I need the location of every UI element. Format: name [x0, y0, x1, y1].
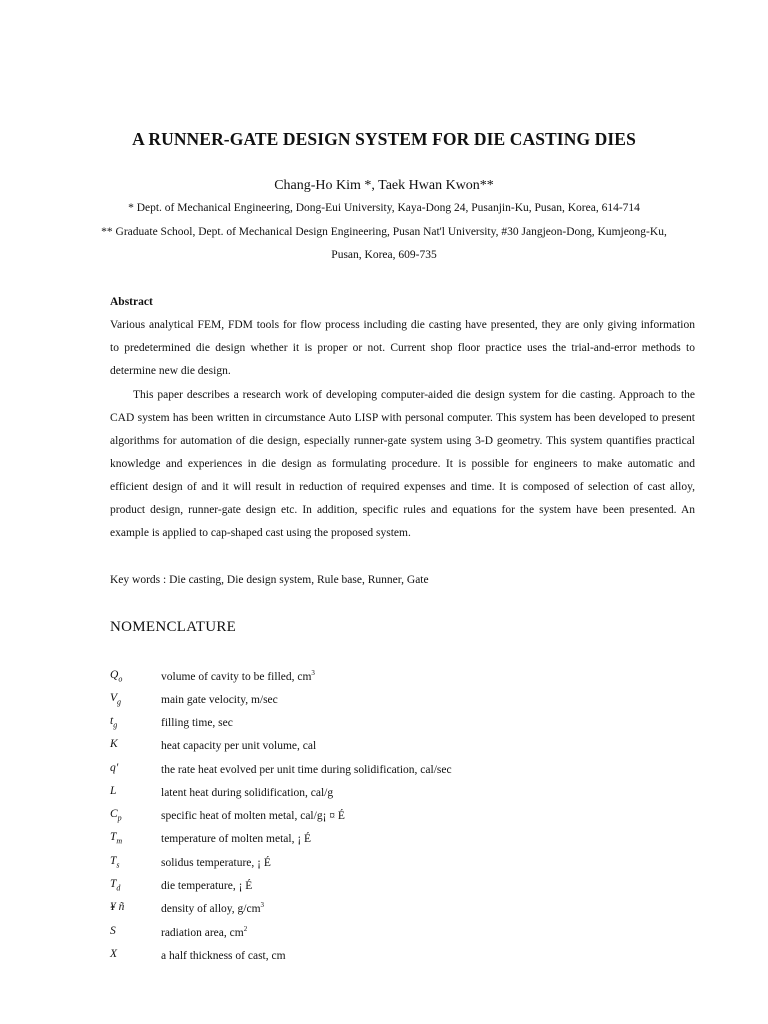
description-text: volume of cavity to be filled, cm: [161, 670, 312, 683]
description-text: temperature of molten metal, ¡ É: [161, 832, 312, 845]
abstract-line: algorithms for automation of die design, especially runner-gate system using 3-D geometry. This system quantifies practical: [110, 435, 695, 447]
abstract-line: Various analytical FEM, FDM tools for flow process including die casting have presented, they are only giving information: [110, 319, 695, 331]
symbol-main: T: [110, 878, 117, 890]
nomenclature-description: [161, 785, 333, 799]
symbol-main: Q: [110, 669, 119, 681]
symbol-subscript: s: [116, 860, 120, 870]
paper-title: A RUNNER-GATE DESIGN SYSTEM FOR DIE CASTING DIES: [132, 129, 636, 149]
symbol-main: ¥ ñ: [110, 901, 125, 913]
nomenclature-description: [161, 901, 264, 915]
nomenclature-symbol: [110, 692, 121, 706]
description-text: density of alloy, g/cm: [161, 902, 261, 915]
symbol-main: V: [110, 692, 118, 704]
symbol-subscript: g: [117, 697, 122, 707]
nomenclature-symbol: [110, 669, 122, 683]
description-text: radiation area, cm: [161, 926, 244, 939]
abstract-line: This paper describes a research work of developing computer-aided die design system for die casting. Approach to the: [133, 389, 695, 401]
symbol-subscript: m: [116, 836, 123, 846]
nomenclature-symbol: [110, 715, 117, 729]
abstract-line: knowledge and experiences in die design as formulating procedure. It is possible for engineers to make automatic and: [110, 458, 695, 470]
nomenclature-description: [161, 808, 345, 822]
abstract-line: example is applied to cap-shaped cast using the proposed system.: [110, 527, 411, 539]
nomenclature-description: [161, 715, 233, 729]
symbol-main: K: [110, 738, 118, 750]
abstract-line: determine new die design.: [110, 365, 231, 377]
description-superscript: 3: [311, 669, 315, 677]
nomenclature-description: [161, 925, 247, 939]
nomenclature-symbol: [110, 762, 118, 776]
nomenclature-description: [161, 738, 316, 752]
symbol-subscript: d: [116, 883, 121, 893]
nomenclature-symbol: [110, 808, 122, 822]
nomenclature-symbol: [110, 878, 120, 892]
description-text: solidus temperature, ¡ É: [161, 856, 271, 869]
symbol-main: C: [110, 808, 118, 820]
abstract-line: to predetermined die design whether it is proper or not. Current shop floor practice uses the trial-and-error methods to: [110, 342, 695, 354]
symbol-main: q': [110, 762, 119, 774]
nomenclature-symbol: [110, 925, 116, 939]
nomenclature-symbol: [110, 738, 118, 752]
affiliation-2-line-1: ** Graduate School, Dept. of Mechanical Design Engineering, Pusan Nat'l University, #30 Jangjeon-Dong, Kumjeong-Ku,: [101, 226, 667, 238]
description-text: specific heat of molten metal, cal/g¡ ¤ É: [161, 809, 345, 822]
abstract-line: efficient design of and it will result in reduction of required expenses and time. It is composed of selection of cast alloy,: [110, 481, 695, 493]
nomenclature-description: [161, 855, 271, 869]
nomenclature-description: [161, 878, 252, 892]
nomenclature-description: [161, 669, 315, 683]
nomenclature-description: [161, 831, 311, 845]
nomenclature-description: [161, 948, 286, 962]
description-text: the rate heat evolved per unit time during solidification, cal/sec: [161, 763, 452, 776]
description-superscript: 2: [243, 925, 248, 933]
symbol-main: X: [110, 948, 118, 960]
abstract-heading: Abstract: [110, 296, 153, 308]
nomenclature-description: [161, 692, 278, 706]
symbol-main: S: [110, 925, 116, 937]
symbol-subscript: g: [113, 720, 118, 730]
affiliation-1: * Dept. of Mechanical Engineering, Dong-Eui University, Kaya-Dong 24, Pusanjin-Ku, Pusan, Korea, 614-714: [128, 202, 640, 214]
abstract-line: product design, runner-gate design etc. In addition, specific rules and equations for the system have been presented. An: [110, 504, 695, 516]
symbol-subscript: p: [117, 813, 122, 823]
description-text: heat capacity per unit volume, cal: [161, 739, 317, 752]
symbol-main: T: [110, 855, 117, 867]
nomenclature-symbol: [110, 948, 117, 962]
affiliation-2-line-2: Pusan, Korea, 609-735: [331, 249, 437, 261]
nomenclature-description: [161, 762, 452, 776]
abstract-line: CAD system has been written in circumstance Auto LISP with personal computer. This system has been developed to present: [110, 412, 695, 424]
description-text: latent heat during solidification, cal/g: [161, 786, 334, 799]
paper-authors: Chang-Ho Kim *, Taek Hwan Kwon**: [274, 178, 494, 193]
symbol-subscript: o: [118, 674, 123, 684]
description-text: main gate velocity, m/sec: [161, 693, 278, 706]
description-text: die temperature, ¡ É: [161, 879, 253, 892]
nomenclature-heading: NOMENCLATURE: [110, 619, 237, 635]
symbol-main: T: [110, 831, 117, 843]
description-text: a half thickness of cast, cm: [161, 949, 286, 962]
nomenclature-symbol: [110, 855, 120, 869]
nomenclature-symbol: [110, 785, 116, 799]
description-superscript: 3: [260, 901, 265, 909]
nomenclature-symbol: [110, 901, 124, 915]
description-text: filling time, sec: [161, 716, 233, 729]
symbol-main: t: [110, 715, 114, 727]
keywords: Key words : Die casting, Die design system, Rule base, Runner, Gate: [110, 574, 429, 586]
nomenclature-symbol: [110, 831, 122, 845]
symbol-main: L: [110, 785, 117, 797]
